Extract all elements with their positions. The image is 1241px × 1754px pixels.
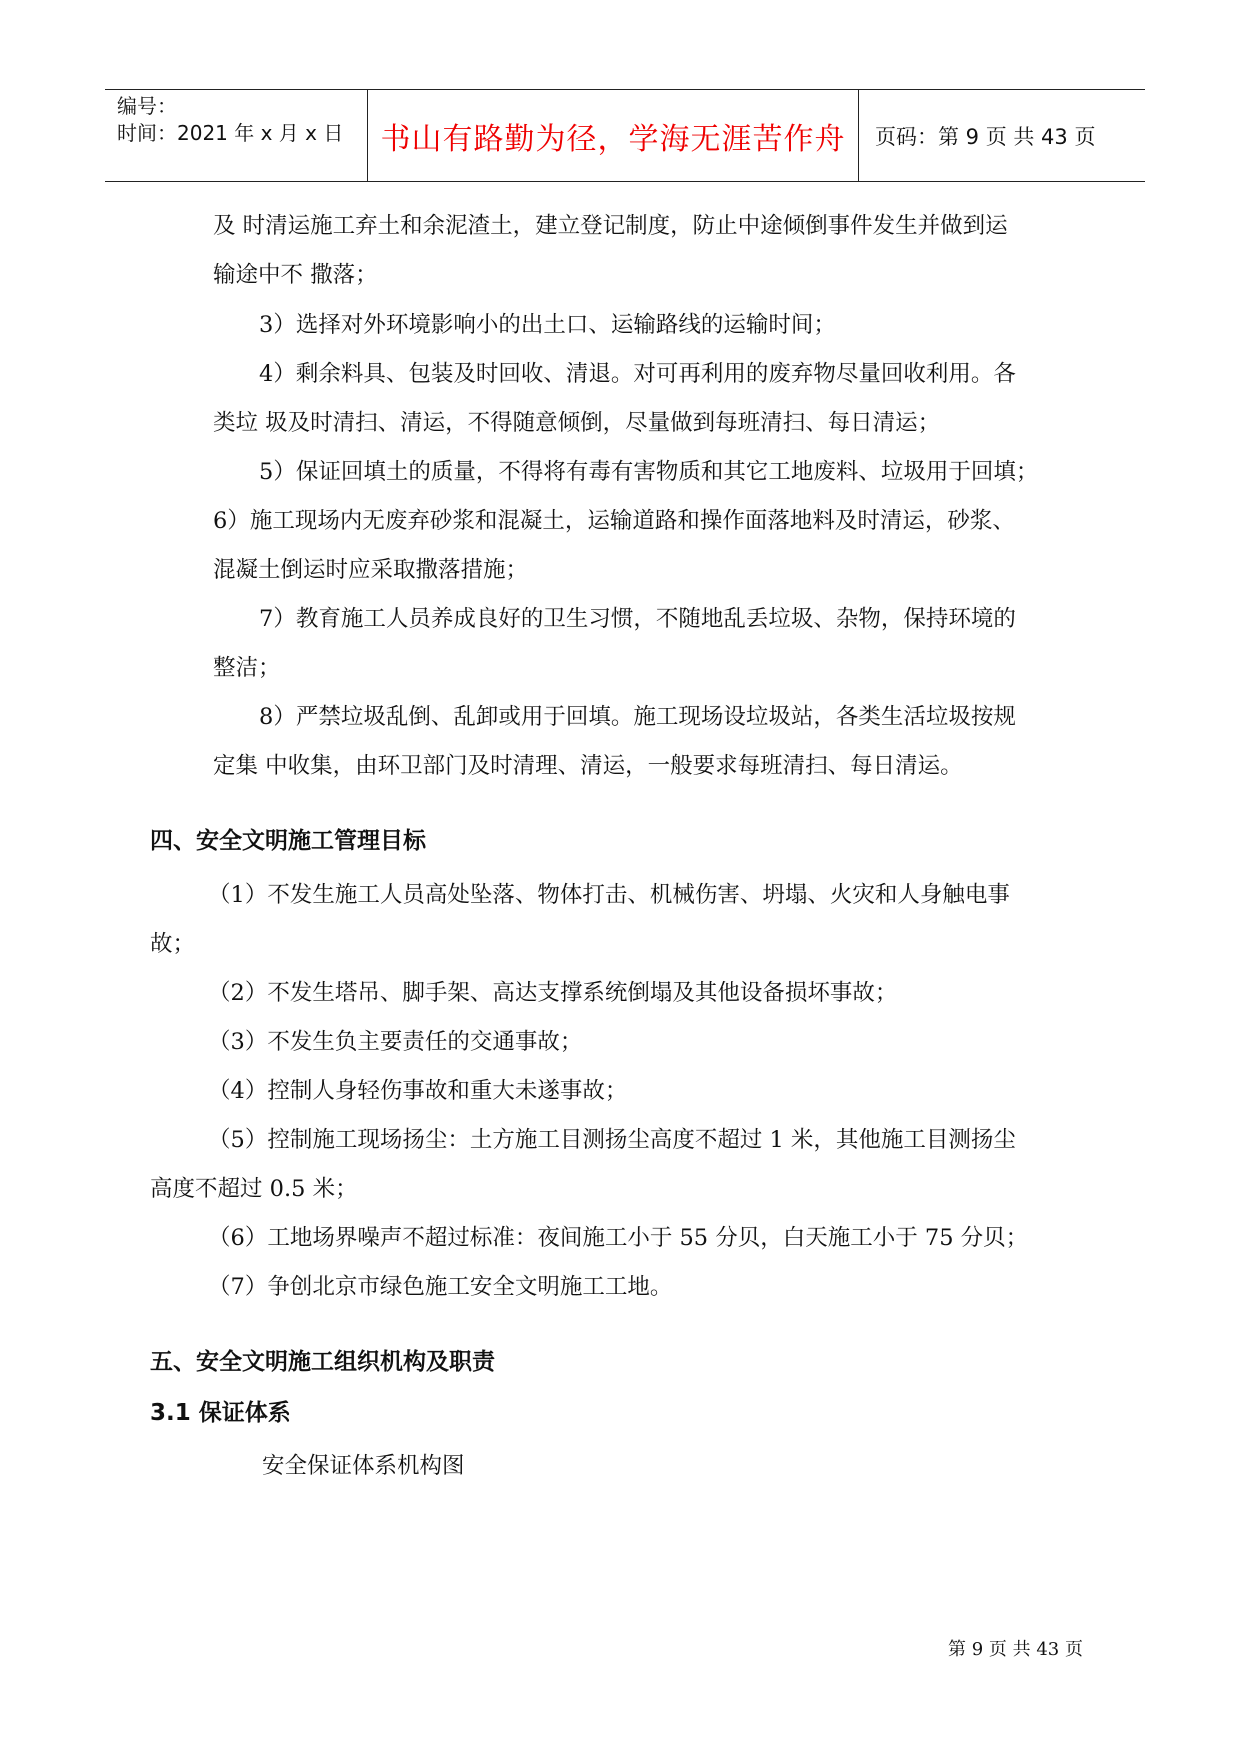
body-line: 8）严禁垃圾乱倒、乱卸或用于回填。施工现场设垃圾站，各类生活垃圾按规 (259, 704, 1016, 730)
body-line: 4）剩余料具、包装及时回收、清退。对可再利用的废弃物尽量回收利用。各 (259, 361, 1016, 387)
list-item: （1）不发生施工人员高处坠落、物体打击、机械伤害、坍塌、火灾和人身触电事 (208, 882, 1010, 908)
body-line: 输途中不 撒落； (213, 262, 378, 288)
body-line: 及 时清运施工弃土和余泥渣土，建立登记制度，防止中途倾倒事件发生并做到运 (213, 213, 1008, 239)
body-line: 混凝土倒运时应采取撒落措施； (213, 557, 529, 583)
list-item: （2）不发生塔吊、脚手架、高达支撑系统倒塌及其他设备损坏事故； (208, 980, 898, 1006)
header-left-cell (105, 90, 368, 181)
page-header (105, 89, 1145, 182)
body-line: 3）选择对外环境影响小的出土口、运输路线的运输时间； (259, 312, 836, 338)
list-item: （6）工地场界噪声不超过标准：夜间施工小于 55 分贝，白天施工小于 75 分贝； (208, 1225, 1029, 1251)
list-item: 高度不超过 0.5 米； (150, 1176, 358, 1202)
body-line: 类垃 圾及时清扫、清运，不得随意倾倒，尽量做到每班清扫、每日清运； (213, 410, 941, 436)
document-number-label: 编号： (117, 94, 177, 118)
section-4-heading: 四、安全文明施工管理目标 (150, 828, 426, 854)
section-5-subheading: 3.1 保证体系 (150, 1400, 291, 1426)
list-item: 故； (150, 931, 196, 957)
list-item: （4）控制人身轻伤事故和重大未遂事故； (208, 1078, 628, 1104)
list-item: （5）控制施工现场扬尘：土方施工目测扬尘高度不超过 1 米，其他施工目测扬尘 (208, 1127, 1016, 1153)
header-page-info: 页码：第 9 页 共 43 页 (875, 124, 1096, 149)
body-line: 6）施工现场内无废弃砂浆和混凝土，运输道路和操作面落地料及时清运，砂浆、 (213, 508, 1015, 534)
section-5-heading: 五、安全文明施工组织机构及职责 (150, 1349, 495, 1375)
body-line: 5）保证回填土的质量，不得将有毒有害物质和其它工地废料、垃圾用于回填； (259, 459, 1039, 485)
document-time-label: 时间：2021 年 x 月 x 日 (117, 121, 344, 145)
page-footer: 第 9 页 共 43 页 (948, 1639, 1083, 1660)
body-line: 定集 中收集，由环卫部门及时清理、清运，一般要求每班清扫、每日清运。 (213, 753, 963, 779)
header-slogan: 书山有路勤为径，学海无涯苦作舟 (368, 90, 859, 181)
figure-caption: 安全保证体系机构图 (262, 1453, 465, 1479)
list-item: （3）不发生负主要责任的交通事故； (208, 1029, 583, 1055)
body-line: 整洁； (213, 655, 281, 681)
body-line: 7）教育施工人员养成良好的卫生习惯，不随地乱丢垃圾、杂物，保持环境的 (259, 606, 1016, 632)
list-item: （7）争创北京市绿色施工安全文明施工工地。 (208, 1274, 673, 1300)
